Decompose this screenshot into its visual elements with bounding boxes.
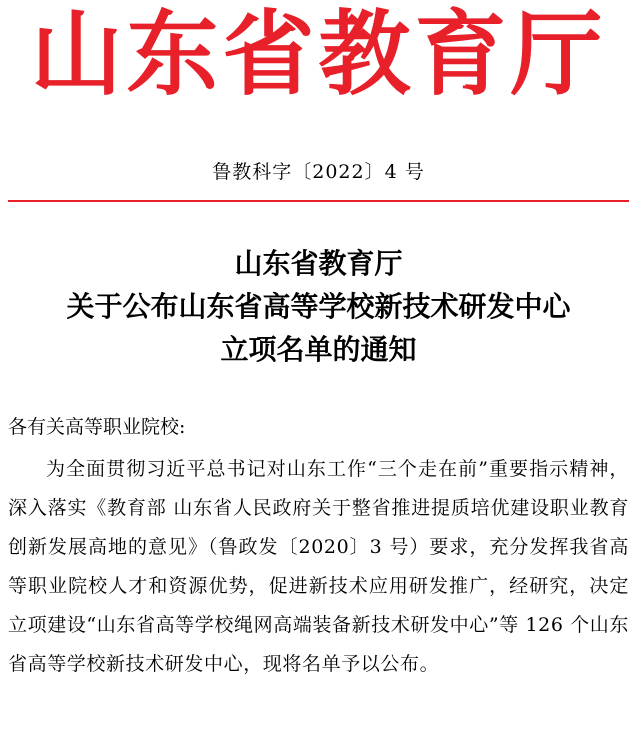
title-line-3: 立项名单的通知	[220, 333, 417, 366]
title-line-2: 关于公布山东省高等学校新技术研发中心	[66, 290, 571, 323]
title-line-1: 山东省教育厅	[234, 247, 403, 280]
salutation: 各有关高等职业院校:	[8, 416, 186, 438]
document-number: 鲁教科字〔2022〕4 号	[212, 161, 425, 183]
body-paragraph: 为全面贯彻习近平总书记对山东工作“三个走在前”重要指示精神，深入落实《教育部 山东省人民政府关于整省推进提质培优建设职业教育创新发展高地的意见》（鲁政发〔2020〕3 号）要求，充分发挥我省高等职业院校人才和资源优势，促进新技术应用研发推广，经研究，决定立项建设“山东省高等学校绳网高端装备新技术研发中心”等 126 个山东省高等学校新技术研发中心，现将名单予以公布。	[8, 458, 629, 675]
issuer-masthead: 山东省教育厅	[30, 1, 607, 108]
red-separator-line	[8, 200, 629, 202]
